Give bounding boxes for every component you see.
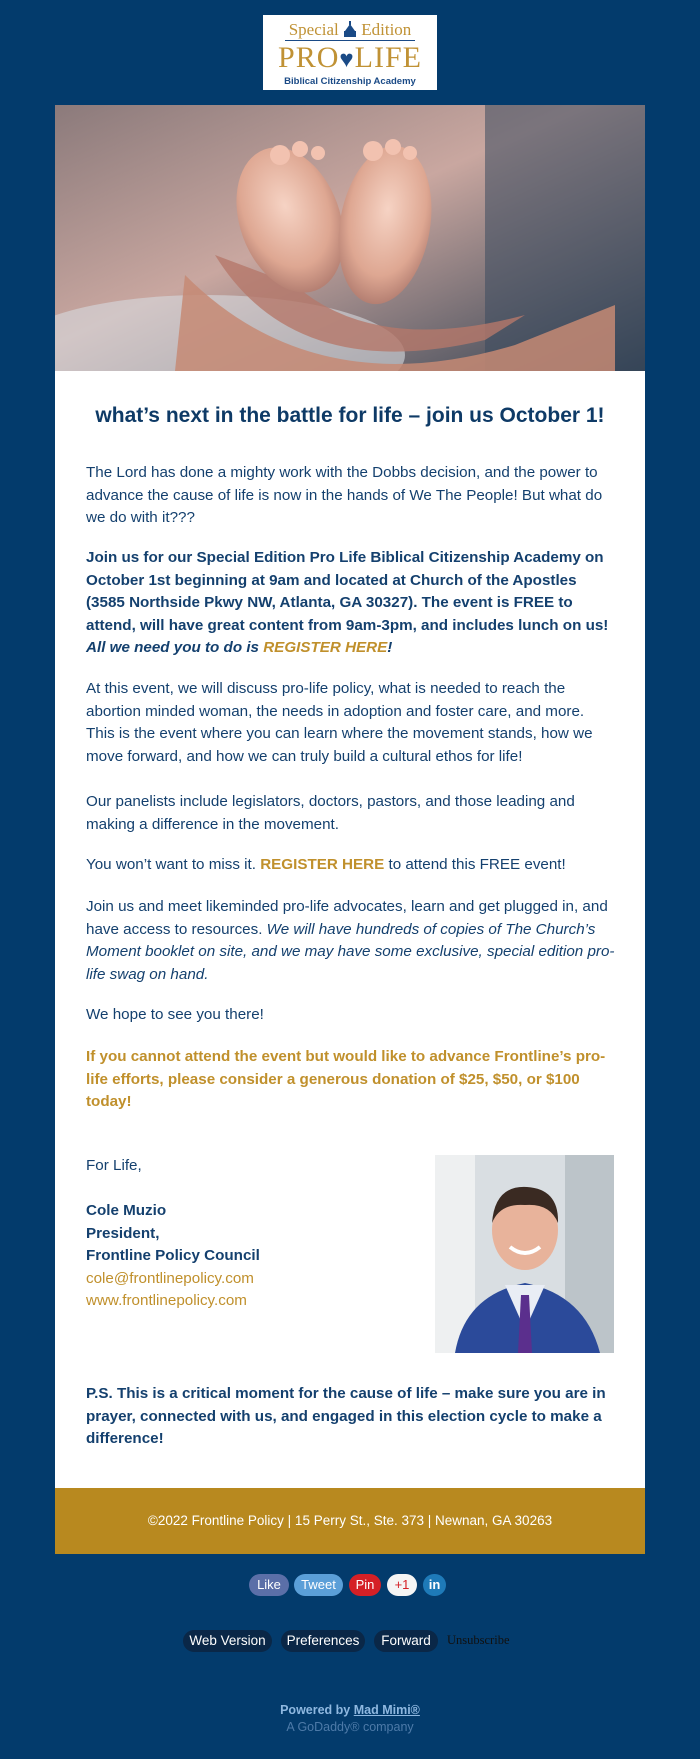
preferences-link[interactable]: Preferences [281, 1630, 365, 1652]
heart-icon: ♥ [339, 47, 355, 73]
signature-name: Cole Muzio [86, 1202, 167, 1219]
signature-block [86, 1200, 406, 1313]
meet-advocates-paragraph [86, 896, 616, 986]
web-version-link[interactable]: Web Version [183, 1630, 272, 1652]
powered-by-prefix: Powered by [280, 1703, 354, 1717]
church-icon [343, 21, 357, 37]
logo-pro-text: PRO [278, 41, 340, 74]
logo-subtitle: Biblical Citizenship Academy [284, 76, 416, 87]
logo-top-line [263, 21, 437, 39]
logo-edition-text: Edition [361, 20, 412, 39]
meet-advocates-text: Join us and meet likeminded pro-life advocates, learn and get plugged in, and have access to resources. [86, 898, 608, 938]
mad-mimi-link[interactable]: Mad Mimi® [353, 1703, 420, 1717]
facebook-like-button[interactable]: Like [249, 1574, 289, 1596]
footer-address: ©2022 Frontline Policy | 15 Perry St., Ste. 373 | Newnan, GA 30263 [55, 1488, 645, 1554]
pinterest-pin-button[interactable]: Pin [349, 1574, 381, 1596]
register-here-link[interactable]: REGISTER HERE [263, 639, 388, 656]
linkedin-button[interactable]: in [423, 1574, 446, 1596]
event-call-end: ! [387, 639, 393, 656]
miss-it-paragraph [86, 854, 616, 877]
logo[interactable] [263, 15, 437, 90]
unsubscribe-link[interactable]: Unsubscribe [447, 1633, 510, 1647]
godaddy-company-text: A GoDaddy® company [286, 1720, 414, 1734]
postscript-paragraph: P.S. This is a critical moment for the cause of life – make sure you are in prayer, connected with us, and engaged in this election cycle to make a difference! [86, 1385, 606, 1447]
hero-illustration [55, 105, 645, 371]
event-details-text: Join us for our Special Edition Pro Life Biblical Citizenship Academy on October 1st beginning at 9am and located at Church of the Apostles (3585 Northside Pkwy NW, Atlanta, GA 30327). The event is FREE to attend, will have great content from 9am-3pm, and includes lunch on us! [86, 549, 609, 634]
logo-life-text: LIFE [354, 41, 422, 74]
portrait-illustration [435, 1155, 614, 1353]
portrait-photo [435, 1155, 614, 1353]
headline: what’s next in the battle for life – join us October 1! [95, 404, 605, 427]
booklet-note-text: We will have hundreds of copies of The Church’s Moment booklet on site, and we may have some exclusive, special edition pro-life swag on hand. [86, 920, 615, 983]
signature-title: President, [86, 1224, 160, 1242]
donation-appeal-paragraph: If you cannot attend the event but would like to advance Frontline’s pro-life efforts, please consider a generous donation of $25, $50, or $100 today! [86, 1048, 606, 1110]
signature-website-link[interactable]: www.frontlinepolicy.com [86, 1292, 247, 1309]
register-here-link-2[interactable]: REGISTER HERE [260, 856, 385, 873]
event-topics-paragraph: At this event, we will discuss pro-life policy, what is needed to reach the abortion minded woman, the needs in adoption and foster care, and more. This is the event where you can learn where the movement stands, how we move forward, and how we can truly build a cultural ethos for life! [86, 680, 593, 765]
powered-by-line [0, 1703, 700, 1717]
hope-to-see-paragraph: We hope to see you there! [86, 1006, 264, 1023]
miss-it-text: You won’t want to miss it. [86, 856, 261, 873]
hero-image-baby-feet [55, 105, 645, 371]
intro-paragraph: The Lord has done a mighty work with the Dobbs decision, and the power to advance the cause of life is now in the hands of We The People! But what do we do with it??? [86, 464, 603, 526]
signoff: For Life, [86, 1157, 142, 1174]
event-details-paragraph [86, 547, 616, 660]
miss-it-end-text: to attend this FREE event! [384, 856, 566, 873]
logo-special-text: Special [288, 20, 339, 39]
google-plus-button[interactable]: +1 [387, 1574, 417, 1596]
twitter-tweet-button[interactable]: Tweet [294, 1574, 343, 1596]
email-card [55, 105, 645, 1554]
forward-link[interactable]: Forward [374, 1630, 438, 1652]
logo-prolife [263, 41, 437, 74]
panelists-paragraph: Our panelists include legislators, doctors, pastors, and those leading and making a difference in the movement. [86, 793, 575, 833]
event-call-text: All we need you to do is [86, 639, 264, 656]
signature-org: Frontline Policy Council [86, 1247, 260, 1264]
signature-email-link[interactable]: cole@frontlinepolicy.com [86, 1269, 254, 1287]
